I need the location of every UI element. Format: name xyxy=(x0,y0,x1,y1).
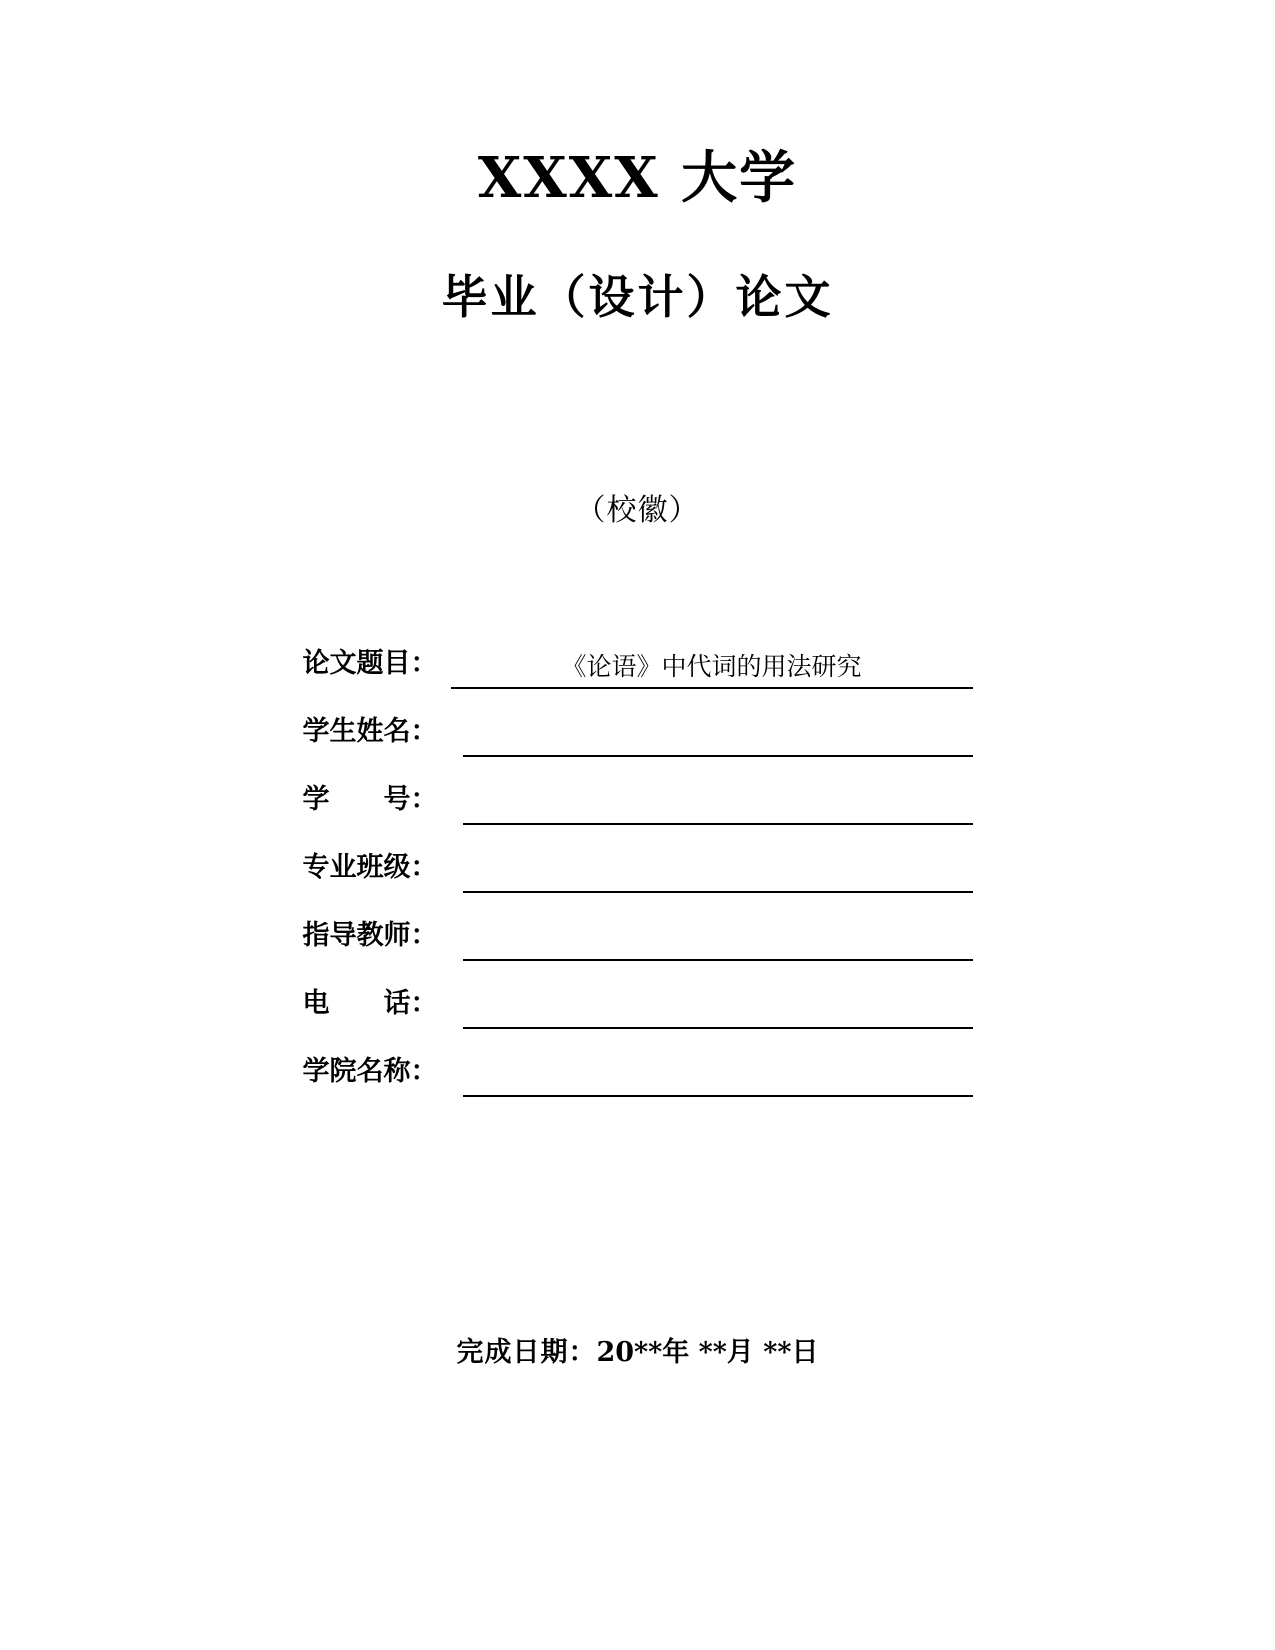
student-name-label: 学生姓名： xyxy=(302,716,438,748)
college-name-field[interactable] xyxy=(463,1053,973,1097)
thesis-title-field[interactable] xyxy=(451,645,973,689)
student-id-label: 学 号： xyxy=(302,784,438,816)
field-row xyxy=(303,757,973,825)
student-id-field[interactable] xyxy=(463,781,973,825)
cover-fields xyxy=(303,529,973,1097)
phone-label: 电 话： xyxy=(302,988,438,1020)
phone-field[interactable] xyxy=(463,985,973,1029)
major-class-field[interactable] xyxy=(463,849,973,893)
major-class-label: 专业班级： xyxy=(302,852,438,884)
field-row xyxy=(303,1029,973,1097)
field-row xyxy=(303,825,973,893)
field-row xyxy=(303,961,973,1029)
thesis-title-value: 《论语》中代词的用法研究 xyxy=(561,652,862,682)
supervisor-field[interactable] xyxy=(463,917,973,961)
document-type-title: 毕业（设计）论文 xyxy=(441,269,834,324)
thesis-title-label: 论文题目： xyxy=(302,648,438,680)
school-emblem-placeholder: （校徽） xyxy=(575,492,700,528)
field-row xyxy=(303,689,973,757)
field-row xyxy=(303,893,973,961)
college-name-label: 学院名称： xyxy=(302,1056,438,1088)
completion-date-value: 20**年 **月 **日 xyxy=(596,1337,819,1368)
supervisor-label: 指导教师： xyxy=(302,920,438,952)
completion-date xyxy=(0,1330,1275,1369)
field-row xyxy=(303,621,973,689)
student-name-field[interactable] xyxy=(463,713,973,757)
completion-date-label: 完成日期： xyxy=(456,1337,597,1368)
university-title: XXXX 大学 xyxy=(477,145,798,211)
